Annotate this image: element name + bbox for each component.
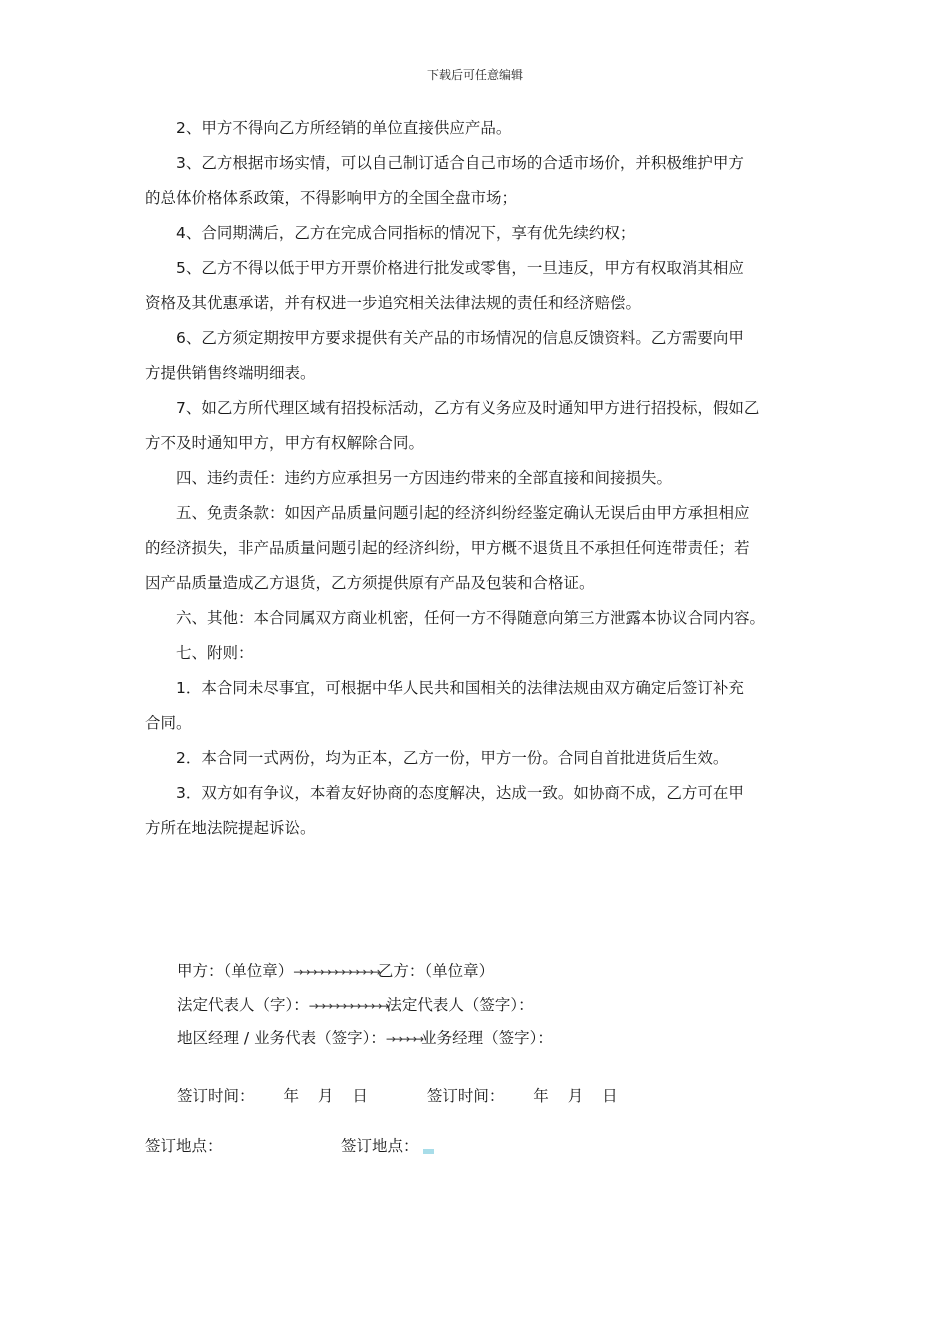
paragraph-line: 3．双方如有争议，本着友好协商的态度解决，达成一致。如协商不成，乙方可在甲 [176, 784, 744, 802]
paragraph-line: 4、合同期满后，乙方在完成合同指标的情况下，享有优先续约权； [176, 224, 636, 242]
month-label-a: 月 [317, 1087, 334, 1105]
signing-date-label-a: 签订时间： [177, 1087, 255, 1105]
signing-date-row [177, 1087, 618, 1105]
paragraph-line: 方提供销售终端明细表。 [145, 364, 316, 382]
paragraph-line: 的总体价格体系政策，不得影响甲方的全国全盘市场； [145, 189, 518, 207]
business-manager-label: 业务经理（签字）： [421, 1029, 553, 1047]
paragraph-line: 方所在地法院提起诉讼。 [145, 819, 316, 837]
paragraph-line: 1．本合同未尽事宜，可根据中华人民共和国相关的法律法规由双方确定后签订补充 [176, 679, 744, 697]
legal-rep-a-label: 法定代表人（字）： [177, 996, 309, 1014]
paragraph-line: 五、免责条款：如因产品质量问题引起的经济纠纷经鉴定确认无误后由甲方承担相应 [176, 504, 750, 522]
month-label-b: 月 [567, 1087, 584, 1105]
tab-arrows: →→→→→→→→→→→→ [293, 964, 378, 979]
paragraph-line: 七、附则： [176, 644, 254, 662]
day-label-b: 日 [602, 1087, 618, 1105]
day-label-a: 日 [352, 1087, 368, 1105]
signing-place-b: 签订地点： [341, 1137, 419, 1155]
paragraph-line: 六、其他：本合同属双方商业机密，任何一方不得随意向第三方泄露本协议合同内容。 [176, 609, 766, 627]
paragraph-line: 2．本合同一式两份，均为正本，乙方一份，甲方一份。合同自首批进货后生效。 [176, 749, 729, 767]
paragraph-line: 2、甲方不得向乙方所经销的单位直接供应产品。 [176, 119, 512, 137]
year-label-a: 年 [283, 1087, 299, 1105]
contract-body [145, 119, 810, 854]
paragraph-line: 四、违约责任：违约方应承担另一方因违约带来的全部直接和间接损失。 [176, 469, 673, 487]
year-label-b: 年 [533, 1087, 549, 1105]
signature-row-legal-rep [177, 996, 534, 1015]
signing-date-label-b: 签订时间： [426, 1087, 505, 1105]
paragraph-line: 6、乙方须定期按甲方要求提供有关产品的市场情况的信息反馈资料。乙方需要向甲 [176, 329, 744, 347]
paragraph-line: 5、乙方不得以低于甲方开票价格进行批发或零售，一旦违反，甲方有权取消其相应 [176, 259, 744, 277]
party-b-label: 乙方：（单位章） [377, 962, 495, 980]
tab-arrows: →→→→→ [385, 1031, 422, 1046]
paragraph-line: 7、如乙方所代理区域有招投标活动，乙方有义务应及时通知甲方进行招投标，假如乙 [176, 399, 760, 417]
highlight-mark [423, 1149, 434, 1154]
signature-row-manager [177, 1029, 553, 1048]
paragraph-line: 方不及时通知甲方，甲方有权解除合同。 [145, 434, 425, 452]
region-manager-label: 地区经理 / 业务代表（签字）： [177, 1029, 386, 1047]
signing-place-a: 签订地点： [145, 1137, 223, 1155]
paragraph-line: 资格及其优惠承诺，并有权进一步追究相关法律法规的责任和经济赔偿。 [145, 294, 642, 312]
paragraph-line: 的经济损失，非产品质量问题引起的经济纠纷，甲方概不退货且不承担任何连带责任；若 [145, 539, 750, 557]
tab-arrows: →→→→→→→→→→→ [308, 998, 387, 1013]
signing-place-b-row [341, 1137, 434, 1155]
paragraph-line: 因产品质量造成乙方退货，乙方须提供原有产品及包装和合格证。 [145, 574, 595, 592]
signature-row-party [177, 962, 494, 981]
page-header: 下载后可任意编辑 [426, 68, 523, 82]
legal-rep-b-label: 法定代表人（签字）： [386, 996, 534, 1014]
party-a-label: 甲方：（单位章） [177, 962, 294, 980]
paragraph-line: 合同。 [145, 714, 192, 732]
paragraph-line: 3、乙方根据市场实情，可以自己制订适合自己市场的合适市场价，并积极维护甲方 [176, 154, 744, 172]
